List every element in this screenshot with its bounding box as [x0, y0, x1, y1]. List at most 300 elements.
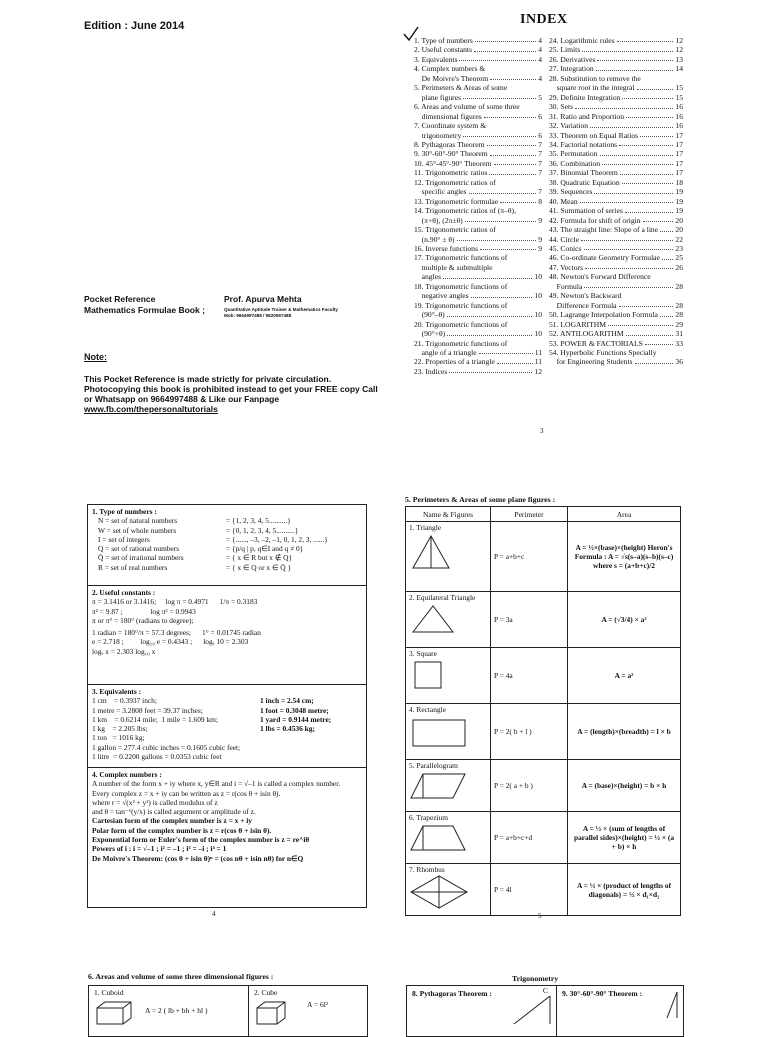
index-entry	[414, 367, 542, 376]
equivalent-extra-line: 1 litre = 0.2200 gallons = 0.0353 cubic feet	[92, 752, 222, 762]
index-entry-page: 4	[538, 45, 542, 55]
plane-figure-row	[406, 760, 681, 812]
index-entry-title: 31. Ratio and Proportion	[549, 111, 625, 121]
index-entry-title: 14. Trigonometric ratios of (π–θ),	[414, 206, 516, 216]
equivalent-right: 1 foot = 0.3048 metre;	[260, 705, 329, 715]
index-entry-title: 36. Combination	[549, 158, 601, 168]
index-dot-leader	[581, 235, 673, 241]
index-entry-title: 23. Indices	[414, 366, 448, 376]
index-entry	[414, 329, 542, 338]
index-dot-leader	[585, 263, 673, 269]
section3-title: 3. Equivalents :	[92, 687, 142, 696]
cube-label: 2. Cube	[254, 988, 278, 997]
index-entry-title: 38. Quadratic Equation	[549, 177, 620, 187]
section2-title: 2. Useful constants :	[92, 588, 156, 597]
equivalent-right: 1 lbs = 0.4536 kg;	[260, 724, 315, 734]
equivalent-row	[92, 733, 362, 742]
index-entry-page: 12	[534, 366, 542, 376]
index-entry-title: 24. Logarithmic rules	[549, 36, 615, 45]
index-entry-page: 5	[538, 92, 542, 102]
index-dot-leader	[490, 149, 536, 155]
index-entry-page: 10	[534, 291, 542, 301]
index-entry	[549, 197, 683, 206]
cuboid-label: 1. Cuboid	[94, 988, 124, 997]
index-entry	[414, 197, 542, 206]
index-entry-title: 15. Trigonometric ratios of	[414, 225, 496, 235]
index-entry	[549, 64, 683, 73]
index-entry-title: 37. Binomial Theorem	[549, 168, 618, 178]
index-dot-leader	[489, 168, 536, 174]
figure-name: 1. Triangle	[409, 523, 442, 532]
page6-shapes-box	[88, 985, 368, 1037]
index-entry	[549, 291, 683, 300]
complex-number-line: Cartesian form of the complex number is z = x + iy	[92, 816, 252, 826]
figure-name: 6. Trapezium	[409, 813, 449, 822]
equivalents-list	[92, 696, 362, 761]
figure-area: A = (length)×(breadth) = l × b	[568, 704, 681, 760]
index-dot-leader	[620, 168, 674, 174]
index-dot-leader	[597, 55, 673, 61]
plane-figure-row	[406, 592, 681, 648]
index-entry-title: 3. Equivalents	[414, 54, 458, 64]
page7-box	[406, 985, 684, 1037]
number-set-row	[98, 553, 362, 562]
index-entry	[549, 339, 683, 348]
index-entry-page: 17	[675, 158, 683, 168]
author-sub1: Quantitative Aptitude Trainer & Mathematics Faculty	[224, 307, 338, 312]
index-entry-title: 6. Areas and volume of some three	[414, 102, 520, 112]
figure-name-cell	[406, 522, 491, 592]
index-entry	[549, 301, 683, 310]
complex-number-line: Powers of i : i = √–1 ; i² = –1 ; i³ = –i ; i⁴ = 1	[92, 844, 227, 854]
number-set-name: R = set of real numbers	[98, 562, 168, 572]
number-set-definition: = {p/q | p, q∈I and q ≠ 0}	[226, 544, 304, 554]
index-entry-page: 7	[538, 139, 542, 149]
index-entry	[414, 244, 542, 253]
figure-area: A = (base)×(height) = b × h	[568, 760, 681, 812]
index-entry-title: 16. Inverse functions	[414, 243, 478, 253]
figure-name: 2. Equilateral Triangle	[409, 593, 476, 602]
page4-formula-box	[87, 504, 367, 908]
index-entry-title: 32. Variation	[549, 121, 589, 131]
index-entry	[414, 112, 542, 121]
page5-title: 5. Perimeters & Areas of some plane figures :	[405, 495, 556, 504]
col-header-name: Name & Figures	[406, 507, 491, 522]
index-entry-title: 18. Trigonometric functions of	[414, 281, 508, 291]
complex-numbers-section	[88, 768, 366, 896]
index-entry-title: 12. Trigonometric ratios of	[414, 177, 496, 187]
index-entry-title: 33. Theorem on Equal Ratios	[549, 130, 639, 140]
figure-perimeter: P = 4a	[491, 648, 568, 704]
constant-line: logₑ x = 2.303 log₁₀ x	[92, 646, 156, 656]
index-entry	[414, 168, 542, 177]
constant-line: π or π° = 180° (radians to degree);	[92, 615, 194, 625]
equivalent-right: 1 yard = 0.9144 metre;	[260, 714, 332, 724]
index-entry	[549, 168, 683, 177]
index-entry-page: 9	[538, 215, 542, 225]
figure-name-cell	[406, 812, 491, 864]
cuboid-figure	[95, 1000, 135, 1026]
index-entry	[549, 348, 683, 357]
equivalents-section	[88, 685, 366, 768]
equivalent-row	[92, 706, 362, 715]
pocket-ref-line1: Pocket Reference	[84, 294, 156, 304]
author-name: Prof. Apurva Mehta	[224, 294, 302, 304]
check-mark-icon	[402, 26, 420, 42]
index-dot-leader	[635, 357, 674, 363]
index-entry-page: 9	[538, 243, 542, 253]
index-entry-page: 7	[538, 168, 542, 178]
page6-title: 6. Areas and volume of some three dimensional figures :	[88, 972, 274, 981]
figure-perimeter: P = a+b+c+d	[491, 812, 568, 864]
complex-number-line: A number of the form x + iy where x, y∈R and i = √–1 is called a complex number.	[92, 779, 341, 789]
index-entry-title: square root in the integral	[549, 83, 635, 93]
index-entry-page: 20	[675, 225, 683, 235]
index-left-column	[414, 36, 542, 376]
index-entry-page: 10	[534, 272, 542, 282]
figure-area: A = (√3/4) × a²	[568, 592, 681, 648]
number-set-definition: = {1, 2, 3, 4, 5..........}	[226, 516, 291, 526]
index-entry	[414, 64, 542, 73]
index-dot-leader	[594, 187, 673, 193]
index-entry-page: 31	[675, 329, 683, 339]
thirty-sixty-ninety-cell	[557, 986, 683, 1036]
index-entry-title: (90°+θ)	[414, 329, 446, 339]
index-entry-page: 25	[675, 253, 683, 263]
index-entry-page: 16	[675, 111, 683, 121]
index-entry-title: angles	[414, 272, 441, 282]
complex-number-line: Polar form of the complex number is z = r(cos θ + isin θ).	[92, 825, 272, 835]
index-dot-leader	[580, 197, 674, 203]
number-sets-list	[92, 516, 362, 572]
index-entry-title: for Engineering Students	[549, 357, 633, 367]
index-entry	[414, 310, 542, 319]
plane-figure-row	[406, 648, 681, 704]
index-dot-leader	[471, 291, 533, 297]
index-entry	[414, 159, 542, 168]
index-entry-title: (π+θ), (2π±θ)	[414, 215, 463, 225]
index-entry-page: 16	[675, 121, 683, 131]
index-entry-title: 35. Permutation	[549, 149, 598, 159]
number-set-row	[98, 516, 362, 525]
index-dot-leader	[575, 102, 673, 108]
figure-name: 4. Rectangle	[409, 705, 446, 714]
index-dot-leader	[484, 112, 537, 118]
index-entry-title: 4. Complex numbers &	[414, 64, 486, 74]
figure-perimeter: P = 2( a + b )	[491, 760, 568, 812]
index-dot-leader	[619, 140, 673, 146]
index-entry-title: 49. Newton's Backward	[549, 291, 622, 301]
figure-diagram	[409, 770, 471, 808]
index-entry	[549, 235, 683, 244]
index-entry-title: plane figures	[414, 92, 462, 102]
index-title: INDEX	[520, 12, 568, 27]
number-set-row	[98, 535, 362, 544]
index-entry-title: angle of a triangle	[414, 347, 477, 357]
complex-number-line: and θ = tan⁻¹(y/x) is called argument or amplitude of z.	[92, 807, 256, 817]
pocket-reference-title	[84, 294, 205, 316]
index-dot-leader	[449, 367, 532, 373]
index-entry	[414, 187, 542, 196]
index-dot-leader	[625, 206, 674, 212]
index-dot-leader	[645, 339, 674, 345]
complex-number-line: Exponential form or Euler's form of the complex number is z = re^iθ	[92, 835, 310, 845]
index-entry	[549, 74, 683, 83]
index-dot-leader	[487, 140, 537, 146]
number-set-name: Q = set of rational numbers	[98, 544, 180, 554]
thirty-sixty-label: 9. 30°-60°-90° Theorem :	[562, 989, 643, 998]
index-entry-title: 2. Useful constants	[414, 45, 472, 55]
index-entry-title: multiple & submultiple	[414, 262, 493, 272]
index-dot-leader	[660, 225, 673, 231]
index-entry	[549, 225, 683, 234]
index-entry-page: 9	[538, 234, 542, 244]
index-entry-page: 11	[534, 347, 542, 357]
index-entry-page: 17	[675, 168, 683, 178]
index-entry	[414, 74, 542, 83]
index-dot-leader	[602, 159, 673, 165]
index-entry	[549, 149, 683, 158]
index-entry	[549, 178, 683, 187]
number-set-definition: = {......, –3, –2, –1, 0, 1, 2, 3, ......}	[226, 534, 328, 544]
constant-line: e = 2.718 ; log₁₀ e = 0.4343 ; logₑ 10 = 2.303	[92, 637, 249, 647]
index-entry	[414, 357, 542, 366]
cube-cell	[249, 986, 367, 1036]
index-entry	[414, 45, 542, 54]
figure-perimeter: P = 2( b + l )	[491, 704, 568, 760]
index-dot-leader	[463, 93, 536, 99]
plane-figure-row	[406, 522, 681, 592]
index-dot-leader	[447, 329, 532, 335]
index-dot-leader	[637, 83, 674, 89]
index-entry-title: Difference Formula	[549, 300, 617, 310]
index-dot-leader	[619, 301, 674, 307]
index-entry-page: 12	[675, 36, 683, 45]
figure-name: 5. Parallelogram	[409, 761, 458, 770]
index-dot-leader	[584, 244, 674, 250]
index-entry-title: 48. Newton's Forward Difference	[549, 272, 651, 282]
index-dot-leader	[479, 348, 533, 354]
number-set-name: Q̄ = set of irrational numbers	[98, 553, 184, 563]
figure-perimeter: P = a+b+c	[491, 522, 568, 592]
col-header-perimeter: Perimeter	[491, 507, 568, 522]
section4-title: 4. Complex numbers :	[92, 770, 162, 779]
index-entry	[414, 121, 542, 130]
index-entry-page: 10	[534, 329, 542, 339]
index-entry-page: 22	[675, 234, 683, 244]
index-entry	[549, 112, 683, 121]
equivalent-right: 1 inch = 2.54 cm;	[260, 696, 314, 706]
section1-title: 1. Type of numbers :	[92, 507, 157, 516]
equivalent-left: 1 km = 0.6214 mile; 1 mile = 1.609 km;	[92, 714, 218, 724]
index-entry-title: 44. Circle	[549, 234, 579, 244]
figure-area: A = ½ × (sum of lengths of parallel sides)×(height) = ½ × (a + b) × h	[568, 812, 681, 864]
index-entry	[549, 206, 683, 215]
cuboid-formula: A = 2 ( lb + bh + hl )	[145, 1006, 208, 1015]
plane-figures-table	[405, 506, 681, 916]
index-entry-page: 19	[675, 206, 683, 216]
index-entry-title: 50. Lagrange Interpolation Formula	[549, 310, 658, 320]
index-entry	[414, 149, 542, 158]
index-dot-leader	[497, 357, 533, 363]
index-entry-page: 7	[538, 158, 542, 168]
index-dot-leader	[475, 36, 536, 42]
index-entry	[549, 93, 683, 102]
index-dot-leader	[447, 310, 533, 316]
index-entry	[549, 36, 683, 45]
note-label: Note:	[84, 352, 107, 362]
index-entry-page: 7	[538, 149, 542, 159]
index-entry	[549, 282, 683, 291]
cuboid-cell	[89, 986, 249, 1036]
figure-perimeter: P = 3a	[491, 592, 568, 648]
constant-line: π = 3.1416 or 3.1416; log π = 0.4971 1/π = 0.3183	[92, 597, 258, 607]
fanpage-link[interactable]: www.fb.com/thepersonaltutorials	[84, 404, 218, 414]
number-set-definition: = {0, 1, 2, 3, 4, 5..........}	[226, 525, 299, 535]
index-entry-title: trigonometry	[414, 130, 462, 140]
index-entry-title: 9. 30°-60°-90° Theorem	[414, 149, 488, 159]
index-entry-page: 26	[675, 262, 683, 272]
index-dot-leader	[626, 112, 673, 118]
index-dot-leader	[443, 272, 532, 278]
index-entry-title: 1. Type of numbers	[414, 36, 473, 45]
index-entry-page: 15	[675, 92, 683, 102]
index-entry-page: 19	[675, 187, 683, 197]
index-entry-title: 52. ANTILOGARITHM	[549, 329, 624, 339]
complex-number-line: De Moivre's Theorem: (cos θ + isin θ)ⁿ = (cos nθ + isin nθ) for n∈Q	[92, 853, 304, 863]
index-entry-title: 17. Trigonometric functions of	[414, 253, 508, 263]
index-entry-page: 18	[675, 177, 683, 187]
constants-list	[92, 597, 362, 656]
index-entry-page: 6	[538, 111, 542, 121]
page-number-5: 5	[538, 912, 542, 920]
index-entry	[549, 272, 683, 281]
index-entry-title: 43. The straight line: Slope of a line	[549, 225, 659, 235]
index-dot-leader	[500, 197, 536, 203]
index-dot-leader	[469, 187, 537, 193]
index-entry-page: 28	[675, 310, 683, 320]
equivalent-left: 1 cm = 0.3937 inch;	[92, 696, 157, 706]
number-set-name: N = set of natural numbers	[98, 516, 178, 526]
index-entry	[549, 263, 683, 272]
index-entry	[414, 178, 542, 187]
equivalent-row	[92, 715, 362, 724]
index-entry-title: 46. Co-ordinate Geometry Formulae	[549, 253, 660, 263]
constant-line: 1 radian = 180°/π = 57.3 degrees; 1° = 0.01745 radian	[92, 628, 261, 638]
note-text	[84, 374, 384, 414]
plane-figure-row	[406, 704, 681, 760]
complex-numbers-list	[92, 779, 362, 863]
index-entry-page: 12	[675, 45, 683, 55]
index-entry-title: 51. LOGARITHM	[549, 319, 606, 329]
index-entry-page: 19	[675, 196, 683, 206]
pythagoras-label: 8. Pythagoras Theorem :	[412, 989, 492, 998]
index-entry-title: 40. Mean	[549, 196, 578, 206]
index-dot-leader	[465, 216, 537, 222]
figure-diagram	[409, 822, 471, 860]
note-body: This Pocket Reference is made strictly for private circulation. Photocopying this book is prohibited instead to get your FREE copy Call or Whatsapp on 9664997488 & Like our Fanpage	[84, 374, 378, 404]
index-entry	[549, 131, 683, 140]
index-entry	[414, 291, 542, 300]
index-dot-leader	[474, 45, 536, 51]
index-entry-title: 28. Substitution to remove the	[549, 73, 641, 83]
index-entry-title: 39. Sequences	[549, 187, 593, 197]
figure-area: A = a²	[568, 648, 681, 704]
index-entry-page: 36	[675, 357, 683, 367]
index-entry-page: 8	[538, 196, 542, 206]
figure-area: A = ½×(base)×(height) Heron's Formula : A = √s(s–a)(s–b)(s–c) where s = (a+b+c)/2	[568, 522, 681, 592]
index-entry-title: 27. Integration	[549, 64, 594, 74]
figure-diagram	[409, 532, 471, 570]
index-dot-leader	[596, 64, 674, 70]
index-entry-page: 15	[675, 83, 683, 93]
figure-diagram	[409, 714, 471, 752]
index-entry	[549, 310, 683, 319]
equivalent-row	[92, 696, 362, 705]
index-dot-leader	[584, 282, 673, 288]
pythagoras-figure	[512, 996, 552, 1026]
index-entry-page: 10	[534, 310, 542, 320]
index-entry	[549, 102, 683, 111]
figure-name-cell	[406, 704, 491, 760]
index-entry-page: 20	[675, 215, 683, 225]
figure-name: 7. Rhombus	[409, 865, 445, 874]
index-entry	[414, 102, 542, 111]
index-entry-title: (n.90° ± θ)	[414, 234, 455, 244]
index-dot-leader	[463, 131, 536, 137]
types-of-numbers-section	[88, 505, 366, 586]
index-entry-title: (90°–θ)	[414, 310, 445, 320]
index-entry	[549, 121, 683, 130]
index-dot-leader	[643, 216, 674, 222]
index-entry-title: Formula	[549, 281, 583, 291]
index-entry-title: 45. Conics	[549, 243, 582, 253]
index-entry-page: 11	[534, 357, 542, 367]
index-entry-page: 28	[675, 300, 683, 310]
index-dot-leader	[582, 45, 673, 51]
index-dot-leader	[494, 159, 537, 165]
index-entry	[414, 55, 542, 64]
index-entry	[414, 348, 542, 357]
index-entry	[414, 263, 542, 272]
index-entry-page: 6	[538, 130, 542, 140]
index-entry	[549, 45, 683, 54]
index-entry-page: 16	[675, 102, 683, 112]
index-entry	[414, 140, 542, 149]
number-set-definition: = { x ∈ R but x ∉ Q}	[226, 553, 293, 563]
number-set-name: I = set of integers	[98, 534, 150, 544]
index-entry-title: 11. Trigonometric ratios	[414, 168, 488, 178]
figure-name-cell	[406, 648, 491, 704]
plane-figure-row	[406, 864, 681, 916]
index-entry-title: 10. 45°-45°-90° Theorem	[414, 158, 492, 168]
figure-name-cell	[406, 592, 491, 648]
index-entry-page: 14	[675, 64, 683, 74]
page-number-4: 4	[212, 910, 216, 918]
equivalent-left: 1 metre = 3.2808 feet = 39.37 inches;	[92, 705, 203, 715]
index-entry-page: 13	[675, 54, 683, 64]
pythagoras-cell: 8. Pythagoras Theorem : C	[407, 986, 557, 1036]
index-entry	[549, 159, 683, 168]
index-entry	[414, 225, 542, 234]
equivalent-row	[92, 724, 362, 733]
complex-number-line: where r = √(x² + y²) is called modulus of z	[92, 797, 218, 807]
index-dot-leader	[626, 329, 674, 335]
index-entry	[414, 301, 542, 310]
index-entry	[549, 357, 683, 366]
figure-name-cell	[406, 864, 491, 916]
index-dot-leader	[600, 149, 674, 155]
